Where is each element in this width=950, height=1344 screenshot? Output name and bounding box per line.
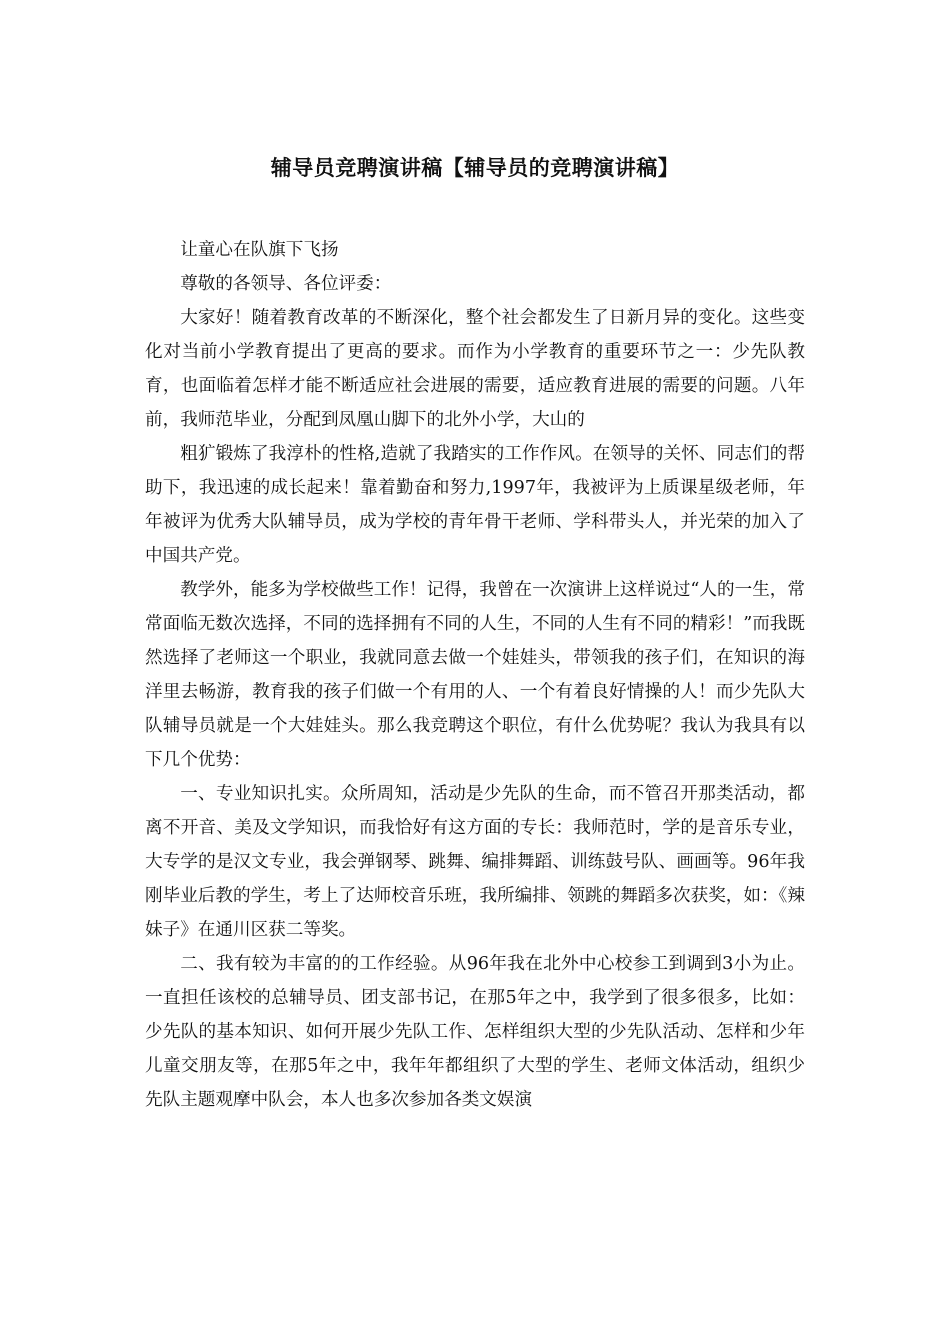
paragraph: 尊敬的各领导、各位评委：	[180, 274, 392, 294]
paragraph: 一、专业知识扎实。众所周知，活动是少先队的生命，而不管召开那类活动，都离不开音、美及文学知识，而我恰好有这方面的专长：我师范时，学的是音乐专业，大专学的是汉文专业，我会弹钢琴、跳舞、编排舞蹈、训练鼓号队、画画等。96年我刚毕业后教的学生，考上了达师校音乐班，我所编排、领跳的舞蹈多次获奖，如：《辣妹子》在通川区获二等奖。	[145, 784, 805, 940]
paragraph: 大家好！随着教育改革的不断深化，整个社会都发生了日新月异的变化。这些变化对当前小学教育提出了更高的要求。而作为小学教育的重要环节之一：少先队教育，也面临着怎样才能不断适应社会进展的需要，适应教育进展的需要的问题。八年前，我师范毕业，分配到凤凰山脚下的北外小学，大山的	[145, 308, 805, 430]
paragraph: 二、我有较为丰富的的工作经验。从96年我在北外中心校参工到调到3小为止。一直担任该校的总辅导员、团支部书记，在那5年之中，我学到了很多很多，比如：少先队的基本知识、如何开展少先队工作、怎样组织大型的少先队活动、怎样和少年儿童交朋友等，在那5年之中，我年年都组织了大型的学生、老师文体活动，组织少先队主题观摩中队会，本人也多次参加各类文娱演	[145, 954, 805, 1110]
paragraph: 让童心在队旗下飞扬	[180, 240, 339, 260]
paragraph: 教学外，能多为学校做些工作！记得，我曾在一次演讲上这样说过“人的一生，常常面临无数次选择，不同的选择拥有不同的人生，不同的人生有不同的精彩！”而我既然选择了老师这一个职业，我就同意去做一个娃娃头，带领我的孩子们，在知识的海洋里去畅游，教育我的孩子们做一个有用的人、一个有着良好情操的人！而少先队大队辅导员就是一个大娃娃头。那么我竞聘这个职位，有什么优势呢？我认为我具有以下几个优势：	[145, 580, 805, 770]
paragraph: 粗犷锻炼了我淳朴的性格,造就了我踏实的工作作风。在领导的关怀、同志们的帮助下，我迅速的成长起来！靠着勤奋和努力,1997年，我被评为上质课星级老师，年年被评为优秀大队辅导员，成为学校的青年骨干老师、学科带头人，并光荣的加入了中国共产党。	[145, 444, 805, 566]
document-body	[145, 233, 805, 1117]
document-title: 辅导员竞聘演讲稿【辅导员的竞聘演讲稿】	[270, 156, 680, 180]
